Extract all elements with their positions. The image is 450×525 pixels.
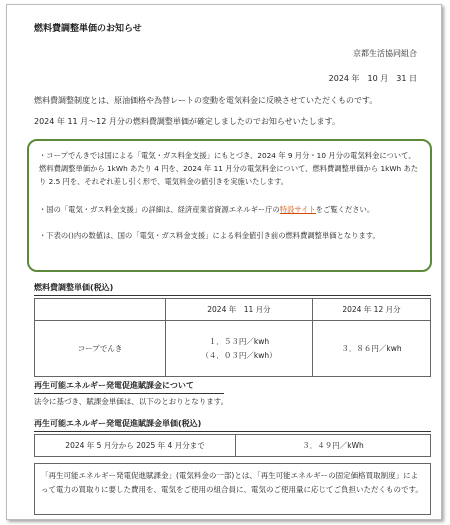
support-notice-box: [27, 139, 432, 272]
document-page: [6, 4, 442, 520]
notice-item-details-suffix: をご覧ください。: [315, 205, 375, 214]
table-row: [35, 435, 431, 457]
surcharge-period: 2024 年 5 月分から 2025 年 4 月分まで: [35, 435, 236, 457]
notice-item-parentheses: ・下表の()内の数値は、国の「電気・ガス料金支援」による料金値引き前の燃料費調整単価となります。: [39, 231, 380, 240]
fuel-heading-rule: [34, 295, 431, 296]
table-header-row: [35, 299, 431, 321]
table-corner-cell: [35, 299, 166, 321]
renewable-table-heading: 再生可能エネルギー発電促進賦課金単価(税込): [34, 419, 202, 428]
page-title: 燃料費調整単価のお知らせ: [34, 24, 142, 34]
notice-date: 2024 年 10 月 31 日: [328, 74, 417, 83]
renewable-surcharge-table: [34, 434, 431, 457]
renewable-heading: 再生可能エネルギー発電促進賦課金について: [34, 381, 194, 390]
announcement-paragraph: 2024 年 11 月～12 月分の燃料費調整単価が確定しましたのでお知らせいたします。: [34, 117, 341, 126]
organization-name: 京都生活協同組合: [353, 49, 417, 58]
column-header-november: 2024 年 11 月分: [166, 299, 313, 321]
fuel-table-heading: 燃料費調整単価(税込): [34, 283, 114, 292]
column-header-december: 2024 年 12 月分: [312, 299, 430, 321]
surcharge-rate: ３．４９円／kWh: [236, 435, 431, 457]
table-row: [35, 321, 431, 377]
special-site-link[interactable]: 特設サイト: [279, 205, 316, 214]
intro-paragraph: 燃料費調整制度とは、原油価格や為替レートの変動を電気料金に反映させていただくものです。: [34, 96, 378, 105]
november-unit-price: １．５３円／kwh: [208, 336, 270, 346]
november-unit-price-before-discount: （４．０３円／kwh）: [201, 350, 277, 360]
renewable-heading-rule: [34, 393, 224, 394]
surcharge-explanation: 「再生可能エネルギー発電促進賦課金」(電気料金の一部)とは、「再生可能エネルギーの固定価格買取制度」によって電力の買取りに要した費用を、電気をご使用の組合員に、電気のご使用量に応じてご負担いただくものです。: [41, 471, 423, 494]
fuel-adjustment-table: [34, 298, 431, 377]
row-label-coop-denki: コープでんき: [35, 321, 166, 377]
renewable-table-heading-rule: [34, 431, 431, 432]
notice-item-discount: ・コープでんきでは国による「電気・ガス料金支援」にもとづき、2024 年 9 月分・10 月分の電気料金について、燃料費調整単価から 1kWh あたり 4 円を、2024 年 11 月分の電気料金について、燃料費調整単価から 1kWh あたり 2.5 円を、それぞれ差し引く形で、電気料金の値引きを実施いたします。: [39, 151, 419, 186]
december-unit-price: ３．８６円／kwh: [312, 321, 430, 377]
notice-item-details-text: ・国の「電気・ガス料金支援」の詳細は、経済産業省資源エネルギー庁の: [39, 205, 280, 214]
surcharge-explanation-box: [34, 463, 431, 515]
notice-item-details: [39, 203, 374, 216]
renewable-subtext: 法令に基づき、賦課金単価は、以下のとおりとなります。: [34, 397, 229, 406]
november-unit-price-cell: [166, 321, 313, 377]
